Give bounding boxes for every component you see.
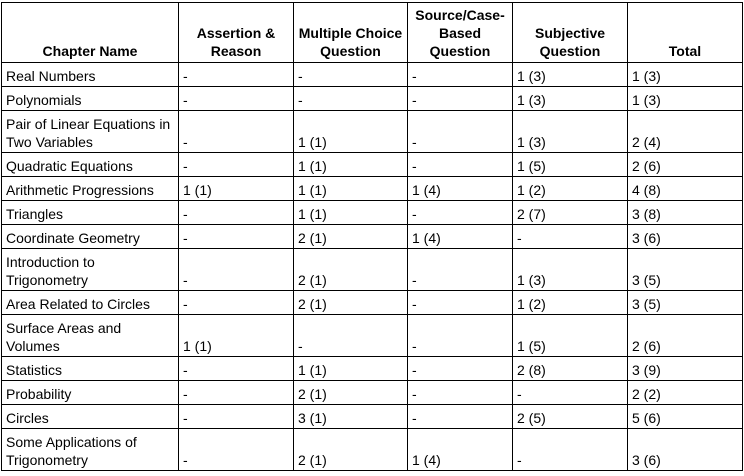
table-row [2, 249, 743, 291]
assertion-reason-cell: - [179, 249, 294, 291]
subjective-cell: 1 (3) [513, 63, 628, 87]
chapter-name-cell: Introduction to Trigonometry [2, 249, 179, 291]
assertion-reason-cell: 1 (1) [179, 315, 294, 357]
assertion-reason-cell: 1 (1) [179, 177, 294, 201]
subjective-cell: 2 (5) [513, 405, 628, 429]
chapter-name-cell: Probability [2, 381, 179, 405]
table-row [2, 111, 743, 153]
header-assertion-reason: Assertion & Reason [179, 3, 294, 63]
table-row [2, 153, 743, 177]
chapter-name-cell: Some Applications of Trigonometry [2, 429, 179, 471]
source-case-cell: - [408, 201, 513, 225]
chapter-name-cell: Circles [2, 405, 179, 429]
assertion-reason-cell: - [179, 87, 294, 111]
table-row [2, 291, 743, 315]
subjective-cell: 1 (2) [513, 291, 628, 315]
subjective-cell: 2 (7) [513, 201, 628, 225]
chapter-name-cell: Area Related to Circles [2, 291, 179, 315]
table-row [2, 381, 743, 405]
source-case-cell: - [408, 111, 513, 153]
table-row [2, 429, 743, 471]
assertion-reason-cell: - [179, 381, 294, 405]
chapter-name-cell: Coordinate Geometry [2, 225, 179, 249]
assertion-reason-cell: - [179, 429, 294, 471]
chapter-name-cell: Quadratic Equations [2, 153, 179, 177]
source-case-cell: - [408, 291, 513, 315]
chapter-name-cell: Triangles [2, 201, 179, 225]
header-multiple-choice: Multiple Choice Question [294, 3, 408, 63]
table-row [2, 201, 743, 225]
total-cell: 1 (3) [628, 87, 743, 111]
header-total: Total [628, 3, 743, 63]
total-cell: 2 (6) [628, 153, 743, 177]
chapter-name-cell: Real Numbers [2, 63, 179, 87]
total-cell: 2 (6) [628, 315, 743, 357]
total-cell: 4 (8) [628, 177, 743, 201]
assertion-reason-cell: - [179, 63, 294, 87]
table-body [2, 63, 743, 471]
subjective-cell: - [513, 429, 628, 471]
table-row [2, 315, 743, 357]
subjective-cell: 1 (3) [513, 111, 628, 153]
total-cell: 3 (9) [628, 357, 743, 381]
multiple-choice-cell: 2 (1) [294, 429, 408, 471]
source-case-cell: 1 (4) [408, 225, 513, 249]
source-case-cell: 1 (4) [408, 429, 513, 471]
source-case-cell: - [408, 357, 513, 381]
total-cell: 3 (5) [628, 291, 743, 315]
multiple-choice-cell: 3 (1) [294, 405, 408, 429]
total-cell: 5 (6) [628, 405, 743, 429]
multiple-choice-cell: 1 (1) [294, 357, 408, 381]
source-case-cell: - [408, 381, 513, 405]
table-row [2, 225, 743, 249]
multiple-choice-cell: 1 (1) [294, 111, 408, 153]
total-cell: 2 (2) [628, 381, 743, 405]
total-cell: 3 (5) [628, 249, 743, 291]
subjective-cell: 1 (5) [513, 315, 628, 357]
assertion-reason-cell: - [179, 201, 294, 225]
table-row [2, 63, 743, 87]
chapter-name-cell: Pair of Linear Equations in Two Variables [2, 111, 179, 153]
total-cell: 3 (8) [628, 201, 743, 225]
chapter-name-cell: Arithmetic Progressions [2, 177, 179, 201]
assertion-reason-cell: - [179, 111, 294, 153]
header-chapter-name: Chapter Name [2, 3, 179, 63]
multiple-choice-cell: 2 (1) [294, 249, 408, 291]
table-row [2, 87, 743, 111]
source-case-cell: 1 (4) [408, 177, 513, 201]
assertion-reason-cell: - [179, 357, 294, 381]
assertion-reason-cell: - [179, 291, 294, 315]
total-cell: 1 (3) [628, 63, 743, 87]
source-case-cell: - [408, 63, 513, 87]
multiple-choice-cell: 2 (1) [294, 381, 408, 405]
assertion-reason-cell: - [179, 405, 294, 429]
chapter-name-cell: Statistics [2, 357, 179, 381]
multiple-choice-cell: - [294, 315, 408, 357]
subjective-cell: 1 (3) [513, 249, 628, 291]
source-case-cell: - [408, 249, 513, 291]
chapter-name-cell: Surface Areas and Volumes [2, 315, 179, 357]
assertion-reason-cell: - [179, 153, 294, 177]
subjective-cell: 1 (2) [513, 177, 628, 201]
source-case-cell: - [408, 153, 513, 177]
total-cell: 2 (4) [628, 111, 743, 153]
total-cell: 3 (6) [628, 429, 743, 471]
multiple-choice-cell: 1 (1) [294, 201, 408, 225]
multiple-choice-cell: - [294, 63, 408, 87]
subjective-cell: - [513, 225, 628, 249]
assertion-reason-cell: - [179, 225, 294, 249]
multiple-choice-cell: 2 (1) [294, 225, 408, 249]
source-case-cell: - [408, 405, 513, 429]
multiple-choice-cell: - [294, 87, 408, 111]
subjective-cell: 1 (5) [513, 153, 628, 177]
multiple-choice-cell: 1 (1) [294, 153, 408, 177]
header-subjective: Subjective Question [513, 3, 628, 63]
source-case-cell: - [408, 87, 513, 111]
subjective-cell: - [513, 381, 628, 405]
chapter-question-table [1, 2, 743, 471]
multiple-choice-cell: 2 (1) [294, 291, 408, 315]
subjective-cell: 2 (8) [513, 357, 628, 381]
multiple-choice-cell: 1 (1) [294, 177, 408, 201]
source-case-cell: - [408, 315, 513, 357]
subjective-cell: 1 (3) [513, 87, 628, 111]
table-row [2, 405, 743, 429]
header-row [2, 3, 743, 63]
table-row [2, 177, 743, 201]
chapter-name-cell: Polynomials [2, 87, 179, 111]
total-cell: 3 (6) [628, 225, 743, 249]
header-source-case-based: Source/Case-Based Question [408, 3, 513, 63]
table-row [2, 357, 743, 381]
